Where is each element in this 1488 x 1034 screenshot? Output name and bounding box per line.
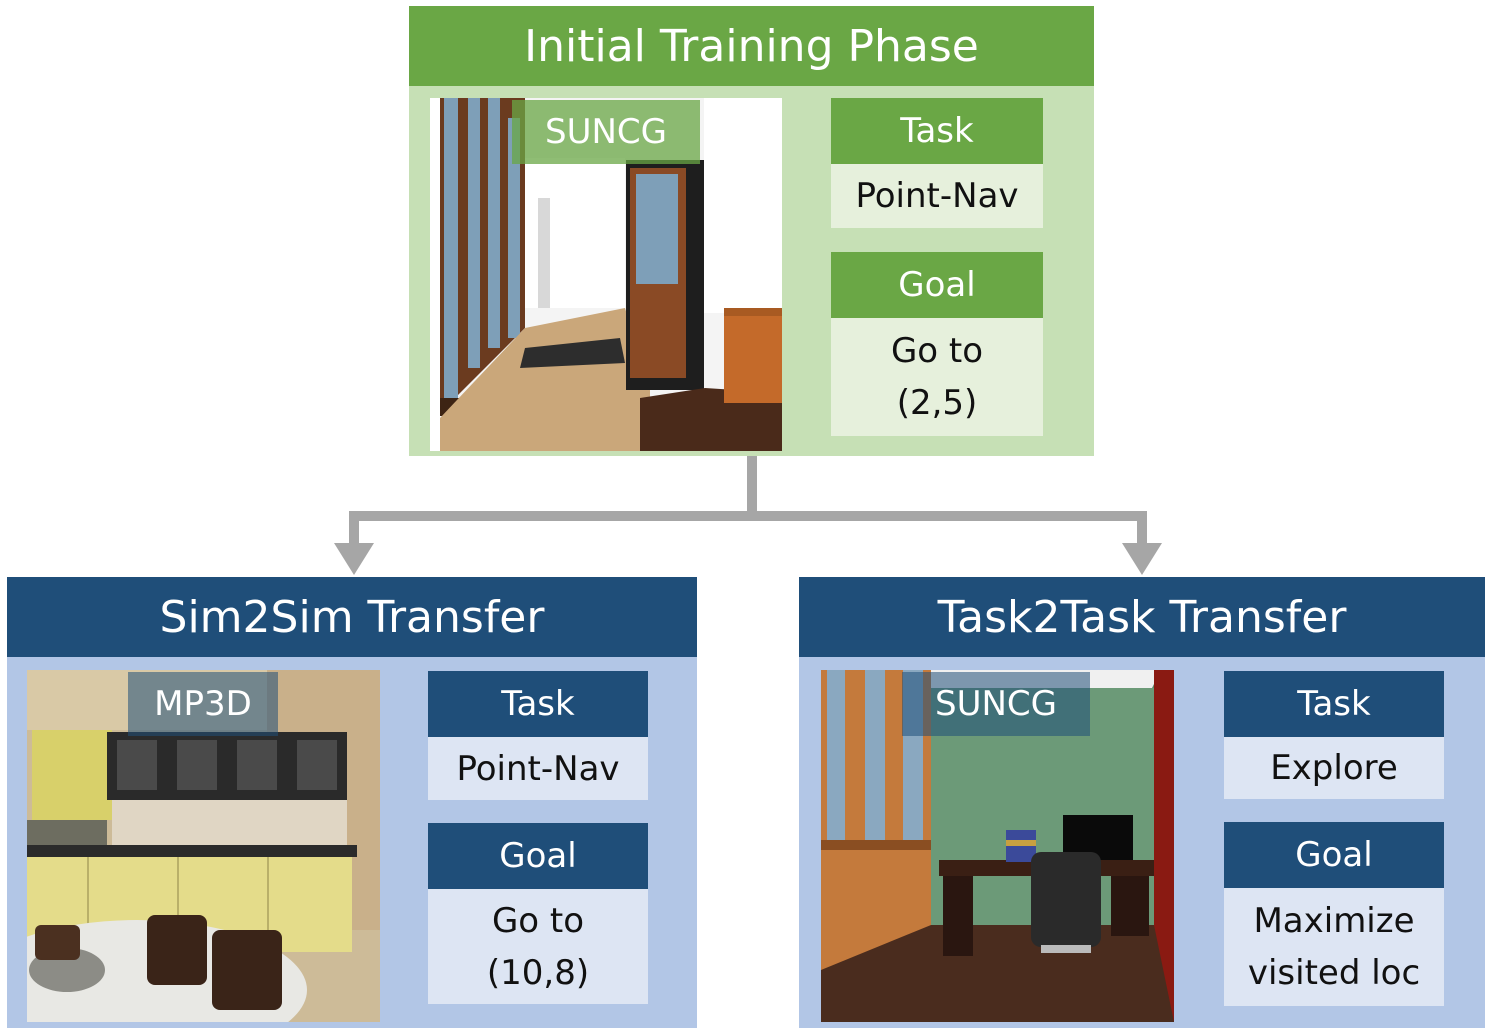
- top-goal-value: [831, 318, 1043, 436]
- top-goal-header: Goal: [831, 252, 1043, 318]
- mp3d-image-label: MP3D: [128, 672, 278, 736]
- suncg-image-label-right: SUNCG: [902, 672, 1090, 736]
- right-task-header: Task: [1224, 671, 1444, 737]
- left-goal-line1: Go to: [491, 900, 585, 941]
- right-task-value: Explore: [1224, 737, 1444, 799]
- left-task-header: Task: [428, 671, 648, 737]
- suncg-image-label-top: SUNCG: [512, 100, 700, 164]
- initial-training-title: Initial Training Phase: [409, 6, 1094, 86]
- sim2sim-title: Sim2Sim Transfer: [7, 577, 697, 657]
- top-task-header: Task: [831, 98, 1043, 164]
- left-goal-line2: (10,8): [486, 952, 590, 993]
- right-goal-line2: visited loc: [1247, 953, 1421, 993]
- right-goal-header: Goal: [1224, 822, 1444, 888]
- top-goal-line1: Go to: [890, 331, 984, 371]
- task2task-title: Task2Task Transfer: [799, 577, 1485, 657]
- left-goal-header: Goal: [428, 823, 648, 889]
- right-goal-line1: Maximize: [1253, 901, 1415, 941]
- right-goal-value: [1224, 888, 1444, 1006]
- left-goal-value: [428, 889, 648, 1004]
- arrowhead-right: [1122, 543, 1162, 575]
- arrowhead-left: [334, 543, 374, 575]
- left-task-value: Point-Nav: [428, 737, 648, 800]
- top-task-value: Point-Nav: [831, 164, 1043, 228]
- top-goal-line2: (2,5): [896, 383, 978, 423]
